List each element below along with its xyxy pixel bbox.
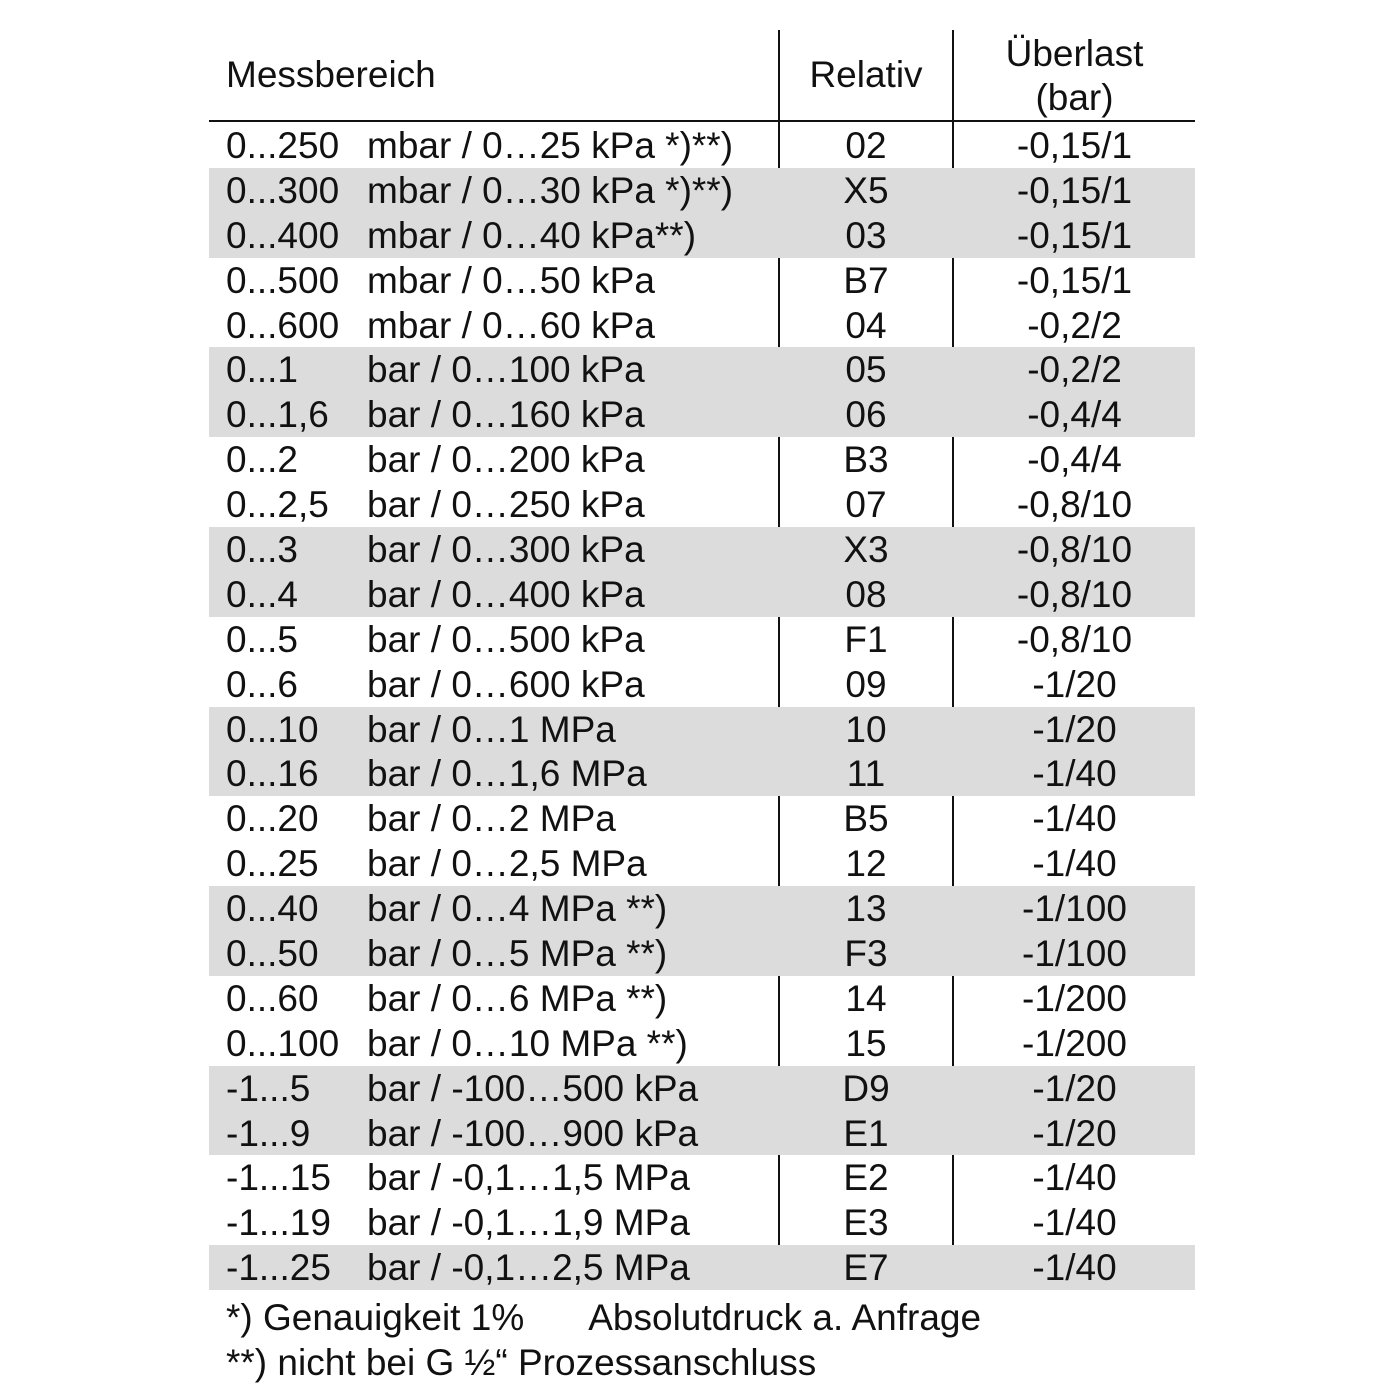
cell-description: bar / 0…5 MPa **) — [367, 933, 668, 975]
table-row — [209, 1066, 1195, 1111]
cell-overload: -0,8/10 — [1016, 573, 1133, 615]
cell-range: 0...6 — [226, 663, 298, 705]
cell-description: bar / 0…1 MPa — [367, 708, 616, 750]
table-row — [209, 1245, 1195, 1290]
cell-description: mbar / 0…50 kPa — [367, 259, 655, 301]
table-row — [209, 617, 1195, 662]
cell-range: -1...15 — [226, 1157, 331, 1199]
footnote-accuracy: *) Genauigkeit 1% — [226, 1297, 525, 1338]
cell-range: 0...16 — [226, 753, 319, 795]
cell-relativ-code: 07 — [845, 484, 887, 526]
header-ueberlast-line2: (bar) — [1035, 77, 1114, 118]
cell-range: 0...1,6 — [226, 394, 329, 436]
cell-description: bar / 0…2,5 MPa — [367, 843, 647, 885]
cell-relativ-code: 02 — [845, 125, 887, 166]
cell-description: bar / 0…600 kPa — [367, 663, 645, 705]
cell-range: 0...400 — [226, 214, 340, 256]
table-row — [209, 1155, 1195, 1200]
cell-relativ-code: 05 — [845, 349, 887, 391]
cell-range: 0...40 — [226, 888, 319, 930]
table-row — [209, 527, 1195, 572]
cell-relativ-code: B5 — [843, 798, 889, 840]
cell-relativ-code: E3 — [843, 1202, 889, 1244]
cell-relativ-code: 04 — [845, 304, 887, 346]
cell-description: bar / -0,1…1,9 MPa — [367, 1202, 690, 1244]
cell-description: mbar / 0…40 kPa**) — [367, 214, 697, 256]
cell-overload: -0,15/1 — [1016, 214, 1133, 256]
cell-range: 0...4 — [226, 573, 298, 615]
header-ueberlast — [954, 32, 1195, 120]
cell-description: mbar / 0…30 kPa *)**) — [367, 169, 734, 211]
cell-range: 0...300 — [226, 169, 340, 211]
footnote-1 — [226, 1296, 981, 1340]
table-row — [209, 751, 1195, 796]
table-row — [209, 392, 1195, 437]
cell-range: 0...500 — [226, 259, 340, 301]
cell-overload: -1/100 — [1022, 888, 1127, 930]
table-row — [209, 303, 1195, 348]
cell-range: 0...50 — [226, 933, 319, 975]
cell-description: bar / -100…500 kPa — [367, 1067, 699, 1109]
cell-description: bar / 0…500 kPa — [367, 618, 645, 660]
table-row — [209, 258, 1195, 303]
cell-overload: -0,2/2 — [1027, 349, 1122, 391]
cell-range: 0...20 — [226, 798, 319, 840]
cell-range: 0...60 — [226, 977, 319, 1019]
table-row — [209, 976, 1195, 1021]
cell-range: -1...5 — [226, 1067, 311, 1109]
cell-overload: -0,15/1 — [1016, 169, 1133, 211]
cell-description: bar / -100…900 kPa — [367, 1112, 699, 1154]
table-row — [209, 707, 1195, 752]
cell-range: -1...25 — [226, 1247, 331, 1289]
cell-overload: -1/20 — [1032, 1067, 1117, 1109]
cell-range: 0...2,5 — [226, 484, 329, 526]
cell-description: bar / 0…300 kPa — [367, 529, 645, 571]
table-row — [209, 796, 1195, 841]
cell-description: mbar / 0…25 kPa *)**) — [367, 125, 734, 166]
footnote-absolute: Absolutdruck a. Anfrage — [588, 1297, 982, 1338]
table-row — [209, 213, 1195, 258]
cell-overload: -1/200 — [1022, 1022, 1127, 1064]
header-ueberlast-line1: Überlast — [1005, 33, 1144, 74]
cell-overload: -1/40 — [1032, 753, 1117, 795]
cell-relativ-code: 08 — [845, 573, 887, 615]
table-row — [209, 482, 1195, 527]
table-row — [209, 1200, 1195, 1245]
header-messbereich: Messbereich — [226, 54, 436, 95]
cell-overload: -0,15/1 — [1016, 259, 1133, 301]
footnote-2: **) nicht bei G ½“ Prozessanschluss — [226, 1342, 817, 1383]
cell-description: bar / 0…400 kPa — [367, 573, 645, 615]
cell-overload: -0,4/4 — [1027, 439, 1122, 481]
table-row — [209, 931, 1195, 976]
cell-range: 0...2 — [226, 439, 298, 481]
cell-description: bar / 0…6 MPa **) — [367, 977, 668, 1019]
cell-description: mbar / 0…60 kPa — [367, 304, 655, 346]
cell-relativ-code: B3 — [843, 439, 889, 481]
cell-description: bar / 0…10 MPa **) — [367, 1022, 688, 1064]
cell-relativ-code: F1 — [844, 618, 888, 660]
cell-overload: -0,8/10 — [1016, 484, 1133, 526]
table-row — [209, 1111, 1195, 1156]
cell-range: 0...5 — [226, 618, 298, 660]
cell-relativ-code: F3 — [844, 933, 888, 975]
cell-overload: -1/100 — [1022, 933, 1127, 975]
cell-relativ-code: X3 — [843, 529, 889, 571]
cell-relativ-code: 12 — [845, 843, 887, 885]
cell-range: -1...9 — [226, 1112, 311, 1154]
cell-range: 0...10 — [226, 708, 319, 750]
cell-overload: -1/20 — [1032, 663, 1117, 705]
cell-overload: -1/200 — [1022, 977, 1127, 1019]
cell-overload: -0,8/10 — [1016, 529, 1133, 571]
cell-relativ-code: X5 — [843, 169, 889, 211]
cell-relativ-code: 10 — [845, 708, 887, 750]
cell-range: 0...250 — [226, 125, 340, 166]
cell-overload: -0,15/1 — [1016, 125, 1133, 166]
table-row — [209, 123, 1195, 168]
cell-relativ-code: D9 — [842, 1067, 890, 1109]
cell-overload: -1/40 — [1032, 798, 1117, 840]
cell-relativ-code: 09 — [845, 663, 887, 705]
cell-relativ-code: E1 — [843, 1112, 889, 1154]
cell-overload: -0,4/4 — [1027, 394, 1122, 436]
cell-description: bar / 0…250 kPa — [367, 484, 645, 526]
table-body — [209, 123, 1195, 1290]
cell-description: bar / 0…200 kPa — [367, 439, 645, 481]
cell-description: bar / 0…1,6 MPa — [367, 753, 647, 795]
cell-range: 0...1 — [226, 349, 298, 391]
table-row — [209, 841, 1195, 886]
table-row — [209, 662, 1195, 707]
cell-relativ-code: 15 — [845, 1022, 887, 1064]
cell-relativ-code: E2 — [843, 1157, 889, 1199]
cell-overload: -0,8/10 — [1016, 618, 1133, 660]
cell-description: bar / 0…100 kPa — [367, 349, 645, 391]
cell-range: -1...19 — [226, 1202, 331, 1244]
cell-relativ-code: 14 — [845, 977, 887, 1019]
table-row — [209, 1021, 1195, 1066]
table-row — [209, 886, 1195, 931]
cell-range: 0...25 — [226, 843, 319, 885]
cell-overload: -1/20 — [1032, 708, 1117, 750]
cell-description: bar / -0,1…2,5 MPa — [367, 1247, 690, 1289]
cell-range: 0...100 — [226, 1022, 340, 1064]
cell-overload: -0,2/2 — [1027, 304, 1122, 346]
table-row — [209, 347, 1195, 392]
cell-overload: -1/20 — [1032, 1112, 1117, 1154]
cell-range: 0...600 — [226, 304, 340, 346]
cell-overload: -1/40 — [1032, 843, 1117, 885]
cell-description: bar / -0,1…1,5 MPa — [367, 1157, 690, 1199]
cell-overload: -1/40 — [1032, 1247, 1117, 1289]
header-divider — [209, 120, 1195, 122]
table-row — [209, 437, 1195, 482]
cell-relativ-code: 11 — [846, 753, 886, 795]
table-row — [209, 572, 1195, 617]
cell-range: 0...3 — [226, 529, 298, 571]
cell-relativ-code: B7 — [843, 259, 889, 301]
cell-description: bar / 0…160 kPa — [367, 394, 645, 436]
table-row — [209, 168, 1195, 213]
cell-description: bar / 0…2 MPa — [367, 798, 616, 840]
cell-overload: -1/40 — [1032, 1157, 1117, 1199]
cell-description: bar / 0…4 MPa **) — [367, 888, 668, 930]
cell-relativ-code: E7 — [843, 1247, 889, 1289]
cell-overload: -1/40 — [1032, 1202, 1117, 1244]
cell-relativ-code: 06 — [845, 394, 887, 436]
cell-relativ-code: 03 — [845, 214, 887, 256]
header-relativ: Relativ — [809, 54, 923, 95]
cell-relativ-code: 13 — [845, 888, 887, 930]
